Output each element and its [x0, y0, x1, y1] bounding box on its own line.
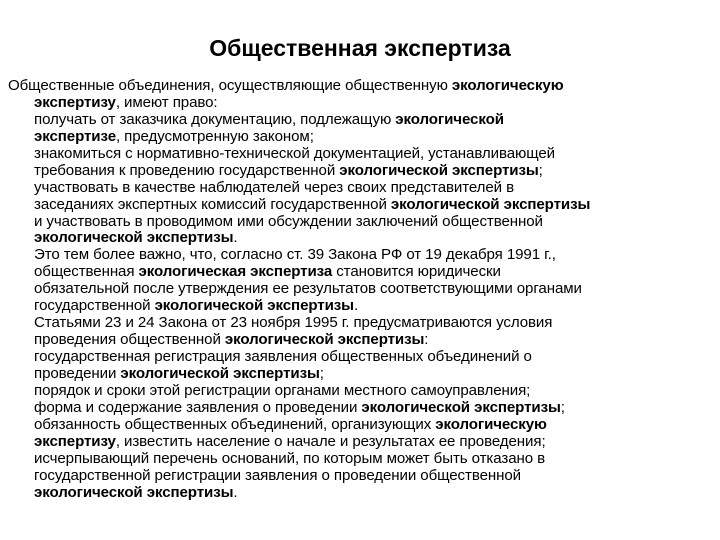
text-line	[8, 112, 718, 129]
text-line	[8, 230, 718, 247]
text-line	[8, 247, 718, 264]
text-segment: государственная регистрация заявления общественных объединений о	[34, 348, 532, 365]
text-segment: .	[233, 229, 238, 247]
text-segment: , предусмотренную законом;	[116, 127, 314, 145]
text-segment: обязанность общественных объединений, организующих	[34, 415, 436, 433]
text-line	[8, 400, 718, 417]
text-line	[8, 366, 718, 383]
text-line	[8, 315, 718, 332]
bold-term: экологическую	[451, 77, 564, 94]
text-segment: :	[424, 331, 429, 349]
text-line	[8, 163, 718, 180]
text-segment: .	[353, 297, 359, 315]
bold-term: экспертизе	[34, 127, 116, 145]
text-line	[8, 468, 718, 485]
text-segment: Это тем более важно, что, согласно ст. 39 Закона РФ от 19 декабря 1991 г.,	[34, 246, 556, 264]
bold-term: экологической экспертизы	[34, 229, 234, 247]
text-segment: ;	[538, 161, 543, 179]
text-segment: получать от заказчика документацию, подлежащую	[34, 110, 396, 128]
text-segment: участвовать в качестве наблюдателей через своих представителей в	[34, 178, 515, 196]
text-line	[8, 417, 718, 434]
text-line	[8, 214, 718, 231]
text-segment: государственной регистрации заявления о проведении общественной	[34, 466, 521, 484]
bold-term: экологической экспертизы	[390, 195, 591, 213]
text-line	[8, 197, 718, 214]
text-segment: требования к проведению государственной	[34, 161, 340, 179]
text-line	[8, 264, 718, 281]
text-segment: .	[233, 483, 238, 501]
text-line	[8, 485, 718, 502]
text-segment: порядок и сроки этой регистрации органами местного самоуправления;	[34, 381, 531, 399]
text-segment: обязательной после утверждения ее результатов соответствующими органами	[34, 280, 582, 298]
text-segment: заседаниях экспертных комиссий государственной	[34, 195, 391, 213]
bold-term: экологическую	[435, 415, 547, 433]
text-line	[8, 129, 718, 146]
bold-term: экологической экспертизы	[120, 364, 320, 382]
text-line	[8, 78, 718, 95]
text-line	[8, 281, 718, 298]
slide-title: Общественная экспертиза	[209, 35, 511, 61]
bold-term: экологической экспертизы	[224, 331, 425, 349]
bold-term: экологической	[395, 110, 504, 128]
text-segment: общественная	[34, 263, 139, 281]
bold-term: экспертизу	[34, 432, 116, 450]
text-segment: форма и содержание заявления о проведении	[34, 398, 362, 416]
text-segment: Общественные объединения, осуществляющие общественную	[8, 77, 452, 94]
bold-term: экологической экспертизы	[339, 161, 539, 179]
bold-term: экологической экспертизы	[34, 483, 234, 501]
text-line	[8, 434, 718, 451]
text-line	[8, 332, 718, 349]
text-segment: ;	[560, 398, 565, 416]
text-line	[8, 383, 718, 400]
text-segment: и участвовать в проводимом ими обсуждении заключений общественной	[34, 212, 543, 230]
text-segment: знакомиться с нормативно-технической документацией, устанавливающей	[34, 144, 555, 162]
text-line	[8, 180, 718, 197]
bold-term: экологической экспертизы	[154, 297, 354, 315]
text-segment: проведении	[34, 364, 121, 382]
text-segment: проведения общественной	[34, 331, 225, 349]
text-segment: исчерпывающий перечень оснований, по которым может быть отказано в	[34, 449, 546, 467]
text-segment: Статьями 23 и 24 Закона от 23 ноября 1995 г. предусматриваются условия	[34, 314, 553, 332]
bold-term: экологической экспертизы	[361, 398, 561, 416]
text-segment: , известить население о начале и результатах ее проведения;	[115, 432, 546, 450]
text-line	[8, 95, 718, 112]
text-segment: становится юридически	[332, 263, 501, 281]
text-segment: , имеют право:	[115, 93, 218, 111]
text-line	[8, 451, 718, 468]
text-line	[8, 298, 718, 315]
text-segment: государственной	[34, 297, 155, 315]
bold-term: экологическая экспертиза	[138, 263, 333, 281]
text-segment: ;	[319, 364, 324, 382]
text-line	[8, 146, 718, 163]
text-line	[8, 349, 718, 366]
bold-term: экспертизу	[34, 93, 116, 111]
body-text	[8, 78, 718, 501]
